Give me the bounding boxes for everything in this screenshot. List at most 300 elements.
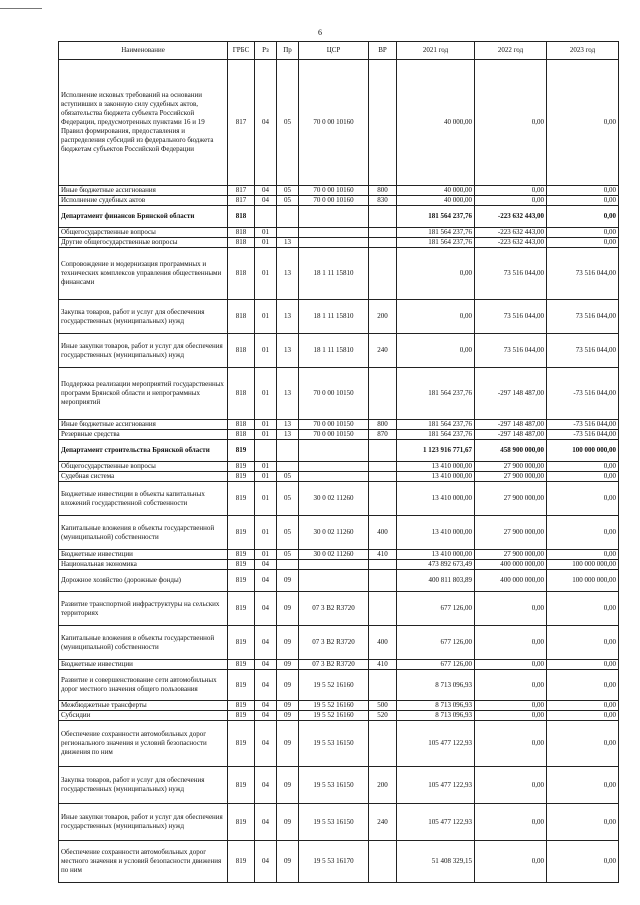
vr-cell: 240 <box>369 804 397 841</box>
name-cell: Общегосударственные вопросы <box>59 228 228 238</box>
name-cell: Капитальные вложения в объекты государственной (муниципальной) собственности <box>59 516 228 550</box>
table-row <box>59 592 619 626</box>
csr-cell: 30 0 02 11260 <box>299 516 369 550</box>
amount-2022-cell: 0,00 <box>475 701 547 711</box>
amount-2021-cell: 8 713 096,93 <box>397 711 475 721</box>
amount-2021-cell: 677 126,00 <box>397 592 475 626</box>
amount-2023-cell: 0,00 <box>547 472 619 482</box>
name-cell: Иные бюджетные ассигнования <box>59 186 228 196</box>
pr-cell: 05 <box>277 472 299 482</box>
amount-2022-cell: 27 900 000,00 <box>475 482 547 516</box>
amount-2023-cell: 73 516 044,00 <box>547 248 619 300</box>
grbs-cell: 817 <box>228 196 255 206</box>
rz-cell: 01 <box>255 472 277 482</box>
col-header-2022: 2022 год <box>475 42 547 60</box>
vr-cell: 830 <box>369 196 397 206</box>
amount-2021-cell: 40 000,00 <box>397 60 475 186</box>
col-header-csr: ЦСР <box>299 42 369 60</box>
grbs-cell: 819 <box>228 516 255 550</box>
csr-cell: 70 0 00 10150 <box>299 368 369 420</box>
grbs-cell: 818 <box>228 238 255 248</box>
grbs-cell: 818 <box>228 228 255 238</box>
amount-2023-cell: 0,00 <box>547 550 619 560</box>
amount-2021-cell: 105 477 122,93 <box>397 767 475 804</box>
name-cell: Бюджетные инвестиции <box>59 660 228 670</box>
amount-2021-cell: 13 410 000,00 <box>397 482 475 516</box>
vr-cell <box>369 238 397 248</box>
grbs-cell: 817 <box>228 186 255 196</box>
amount-2022-cell: 0,00 <box>475 660 547 670</box>
name-cell: Сопровождение и модернизация программных и технических комплексов управления общественными финансами <box>59 248 228 300</box>
vr-cell: 400 <box>369 626 397 660</box>
rz-cell: 01 <box>255 300 277 334</box>
table-row <box>59 767 619 804</box>
amount-2023-cell: 0,00 <box>547 767 619 804</box>
pr-cell: 13 <box>277 334 299 368</box>
grbs-cell: 819 <box>228 462 255 472</box>
name-cell: Закупка товаров, работ и услуг для обеспечения государственных (муниципальных) нужд <box>59 767 228 804</box>
amount-2022-cell: 27 900 000,00 <box>475 550 547 560</box>
col-header-pr: Пр <box>277 42 299 60</box>
grbs-cell: 817 <box>228 60 255 186</box>
amount-2023-cell: 0,00 <box>547 841 619 883</box>
grbs-cell: 818 <box>228 334 255 368</box>
table-row <box>59 228 619 238</box>
table-row <box>59 482 619 516</box>
table-row <box>59 248 619 300</box>
amount-2022-cell: 0,00 <box>475 670 547 701</box>
grbs-cell: 819 <box>228 570 255 592</box>
table-body <box>59 60 619 883</box>
vr-cell <box>369 206 397 228</box>
col-header-2023: 2023 год <box>547 42 619 60</box>
pr-cell: 09 <box>277 660 299 670</box>
name-cell: Бюджетные инвестиции <box>59 550 228 560</box>
name-cell: Судебная система <box>59 472 228 482</box>
grbs-cell: 819 <box>228 804 255 841</box>
pr-cell: 09 <box>277 767 299 804</box>
amount-2022-cell: 27 900 000,00 <box>475 462 547 472</box>
pr-cell <box>277 206 299 228</box>
rz-cell: 01 <box>255 238 277 248</box>
name-cell: Другие общегосударственные вопросы <box>59 238 228 248</box>
col-header-grbs: ГРБС <box>228 42 255 60</box>
table-row <box>59 462 619 472</box>
amount-2021-cell: 0,00 <box>397 248 475 300</box>
vr-cell <box>369 670 397 701</box>
vr-cell <box>369 228 397 238</box>
vr-cell: 400 <box>369 516 397 550</box>
grbs-cell: 819 <box>228 670 255 701</box>
csr-cell: 07 3 B2 R3720 <box>299 592 369 626</box>
name-cell: Бюджетные инвестиции в объекты капитальных вложений государственной собственности <box>59 482 228 516</box>
grbs-cell: 818 <box>228 368 255 420</box>
table-row <box>59 196 619 206</box>
amount-2021-cell: 13 410 000,00 <box>397 550 475 560</box>
rz-cell: 01 <box>255 368 277 420</box>
rz-cell: 04 <box>255 60 277 186</box>
col-header-2021: 2021 год <box>397 42 475 60</box>
amount-2023-cell: 0,00 <box>547 228 619 238</box>
csr-cell: 70 0 00 10150 <box>299 430 369 440</box>
amount-2023-cell: 73 516 044,00 <box>547 300 619 334</box>
name-cell: Иные закупки товаров, работ и услуг для обеспечения государственных (муниципальных) нужд <box>59 804 228 841</box>
grbs-cell: 818 <box>228 206 255 228</box>
amount-2023-cell: 0,00 <box>547 660 619 670</box>
grbs-cell: 819 <box>228 560 255 570</box>
vr-cell <box>369 248 397 300</box>
csr-cell: 18 1 11 15810 <box>299 300 369 334</box>
vr-cell <box>369 482 397 516</box>
rz-cell: 01 <box>255 550 277 560</box>
pr-cell <box>277 462 299 472</box>
pr-cell: 05 <box>277 60 299 186</box>
pr-cell: 13 <box>277 420 299 430</box>
amount-2022-cell: 0,00 <box>475 711 547 721</box>
name-cell: Департамент финансов Брянской области <box>59 206 228 228</box>
grbs-cell: 819 <box>228 472 255 482</box>
amount-2022-cell: 0,00 <box>475 721 547 767</box>
rz-cell: 01 <box>255 248 277 300</box>
pr-cell <box>277 228 299 238</box>
grbs-cell: 819 <box>228 482 255 516</box>
amount-2022-cell: 0,00 <box>475 804 547 841</box>
grbs-cell: 819 <box>228 660 255 670</box>
pr-cell: 09 <box>277 804 299 841</box>
rz-cell <box>255 206 277 228</box>
rz-cell: 04 <box>255 767 277 804</box>
table-row <box>59 804 619 841</box>
name-cell: Национальная экономика <box>59 560 228 570</box>
csr-cell: 70 0 00 10150 <box>299 420 369 430</box>
rz-cell: 01 <box>255 482 277 516</box>
amount-2022-cell: 73 516 044,00 <box>475 334 547 368</box>
pr-cell: 13 <box>277 300 299 334</box>
table-row <box>59 660 619 670</box>
vr-cell <box>369 570 397 592</box>
table-row <box>59 516 619 550</box>
amount-2021-cell: 13 410 000,00 <box>397 462 475 472</box>
rz-cell: 04 <box>255 560 277 570</box>
pr-cell: 09 <box>277 841 299 883</box>
pr-cell: 05 <box>277 186 299 196</box>
amount-2022-cell: 27 900 000,00 <box>475 472 547 482</box>
pr-cell <box>277 560 299 570</box>
amount-2023-cell: 0,00 <box>547 186 619 196</box>
amount-2021-cell: 13 410 000,00 <box>397 516 475 550</box>
vr-cell <box>369 841 397 883</box>
amount-2021-cell: 181 564 237,76 <box>397 420 475 430</box>
vr-cell <box>369 472 397 482</box>
csr-cell <box>299 570 369 592</box>
page-number: 6 <box>318 28 322 37</box>
name-cell: Исполнение судебных актов <box>59 196 228 206</box>
col-header-name: Наименование <box>59 42 228 60</box>
amount-2023-cell: 0,00 <box>547 60 619 186</box>
pr-cell: 05 <box>277 482 299 516</box>
amount-2021-cell: 677 126,00 <box>397 660 475 670</box>
name-cell: Дорожное хозяйство (дорожные фонды) <box>59 570 228 592</box>
amount-2021-cell: 51 408 329,15 <box>397 841 475 883</box>
amount-2023-cell: 0,00 <box>547 804 619 841</box>
amount-2021-cell: 0,00 <box>397 300 475 334</box>
amount-2023-cell: 0,00 <box>547 196 619 206</box>
pr-cell: 09 <box>277 592 299 626</box>
pr-cell: 09 <box>277 670 299 701</box>
grbs-cell: 819 <box>228 440 255 462</box>
amount-2022-cell: -297 148 487,00 <box>475 368 547 420</box>
csr-cell: 19 5 53 16150 <box>299 721 369 767</box>
pr-cell: 13 <box>277 238 299 248</box>
csr-cell: 07 3 B2 R3720 <box>299 660 369 670</box>
rz-cell <box>255 440 277 462</box>
csr-cell: 19 5 53 16170 <box>299 841 369 883</box>
rz-cell: 01 <box>255 228 277 238</box>
vr-cell: 200 <box>369 767 397 804</box>
amount-2021-cell: 181 564 237,76 <box>397 368 475 420</box>
grbs-cell: 818 <box>228 300 255 334</box>
amount-2023-cell: 100 000 000,00 <box>547 440 619 462</box>
name-cell: Общегосударственные вопросы <box>59 462 228 472</box>
amount-2023-cell: 0,00 <box>547 670 619 701</box>
amount-2023-cell: -73 516 044,00 <box>547 430 619 440</box>
table-row <box>59 368 619 420</box>
amount-2022-cell: 0,00 <box>475 60 547 186</box>
pr-cell: 09 <box>277 721 299 767</box>
vr-cell: 870 <box>369 430 397 440</box>
amount-2021-cell: 677 126,00 <box>397 626 475 660</box>
name-cell: Обеспечение сохранности автомобильных дорог местного значения и условий безопасности движения по ним <box>59 841 228 883</box>
rz-cell: 04 <box>255 186 277 196</box>
amount-2022-cell: 0,00 <box>475 592 547 626</box>
grbs-cell: 819 <box>228 721 255 767</box>
vr-cell <box>369 60 397 186</box>
grbs-cell: 818 <box>228 430 255 440</box>
amount-2022-cell: 0,00 <box>475 186 547 196</box>
csr-cell: 70 0 00 10160 <box>299 60 369 186</box>
table-row <box>59 334 619 368</box>
amount-2023-cell: 0,00 <box>547 701 619 711</box>
grbs-cell: 819 <box>228 841 255 883</box>
table-row <box>59 721 619 767</box>
amount-2022-cell: -297 148 487,00 <box>475 420 547 430</box>
name-cell: Поддержка реализации мероприятий государственных программ Брянской области и непрограммных мероприятий <box>59 368 228 420</box>
grbs-cell: 819 <box>228 626 255 660</box>
vr-cell: 500 <box>369 701 397 711</box>
csr-cell <box>299 206 369 228</box>
table-row <box>59 238 619 248</box>
csr-cell: 30 0 02 11260 <box>299 550 369 560</box>
csr-cell <box>299 560 369 570</box>
pr-cell: 13 <box>277 368 299 420</box>
table-row <box>59 626 619 660</box>
vr-cell: 800 <box>369 186 397 196</box>
vr-cell: 410 <box>369 550 397 560</box>
csr-cell <box>299 440 369 462</box>
amount-2023-cell: 0,00 <box>547 711 619 721</box>
amount-2023-cell: -73 516 044,00 <box>547 368 619 420</box>
rz-cell: 04 <box>255 196 277 206</box>
csr-cell: 19 5 52 16160 <box>299 711 369 721</box>
table-row <box>59 186 619 196</box>
table-row <box>59 560 619 570</box>
csr-cell: 19 5 53 16150 <box>299 767 369 804</box>
amount-2021-cell: 181 564 237,76 <box>397 206 475 228</box>
amount-2022-cell: 27 900 000,00 <box>475 516 547 550</box>
csr-cell: 19 5 52 16160 <box>299 670 369 701</box>
table-row <box>59 60 619 186</box>
name-cell: Резервные средства <box>59 430 228 440</box>
pr-cell: 05 <box>277 196 299 206</box>
name-cell: Развитие транспортной инфраструктуры на сельских территориях <box>59 592 228 626</box>
rz-cell: 04 <box>255 721 277 767</box>
vr-cell <box>369 721 397 767</box>
table-row <box>59 430 619 440</box>
rz-cell: 01 <box>255 334 277 368</box>
amount-2021-cell: 13 410 000,00 <box>397 472 475 482</box>
pr-cell: 13 <box>277 248 299 300</box>
rz-cell: 04 <box>255 592 277 626</box>
rz-cell: 04 <box>255 626 277 660</box>
amount-2022-cell: 458 900 000,00 <box>475 440 547 462</box>
amount-2021-cell: 181 564 237,76 <box>397 430 475 440</box>
vr-cell: 800 <box>369 420 397 430</box>
amount-2022-cell: -223 632 443,00 <box>475 206 547 228</box>
csr-cell: 18 1 11 15810 <box>299 248 369 300</box>
amount-2023-cell: 0,00 <box>547 592 619 626</box>
amount-2022-cell: 73 516 044,00 <box>475 300 547 334</box>
amount-2021-cell: 0,00 <box>397 334 475 368</box>
rz-cell: 01 <box>255 420 277 430</box>
col-header-rz: Рз <box>255 42 277 60</box>
vr-cell <box>369 440 397 462</box>
amount-2023-cell: 0,00 <box>547 238 619 248</box>
vr-cell: 410 <box>369 660 397 670</box>
table-row <box>59 841 619 883</box>
amount-2023-cell: 100 000 000,00 <box>547 570 619 592</box>
grbs-cell: 819 <box>228 701 255 711</box>
amount-2022-cell: 400 000 000,00 <box>475 560 547 570</box>
rz-cell: 04 <box>255 841 277 883</box>
table-row <box>59 701 619 711</box>
amount-2021-cell: 181 564 237,76 <box>397 228 475 238</box>
amount-2021-cell: 105 477 122,93 <box>397 804 475 841</box>
amount-2023-cell: -73 516 044,00 <box>547 420 619 430</box>
amount-2021-cell: 8 713 096,93 <box>397 670 475 701</box>
amount-2021-cell: 473 892 673,49 <box>397 560 475 570</box>
csr-cell: 70 0 00 10160 <box>299 196 369 206</box>
csr-cell <box>299 462 369 472</box>
name-cell: Обеспечение сохранности автомобильных дорог регионального значения и условий безопасности движения по ним <box>59 721 228 767</box>
name-cell: Департамент строительства Брянской области <box>59 440 228 462</box>
amount-2022-cell: -297 148 487,00 <box>475 430 547 440</box>
amount-2022-cell: 0,00 <box>475 626 547 660</box>
amount-2023-cell: 0,00 <box>547 516 619 550</box>
pr-cell: 09 <box>277 701 299 711</box>
table-row <box>59 300 619 334</box>
name-cell: Исполнение исковых требований на основании вступивших в законную силу судебных актов, обязательства бюджета субъекта Российской Федерации, предусмотренных пунктами 16 и 19 Правил формирования, предоставления и распределения субсидий из федерального бюджета бюджетам субъектов Российской Федерации <box>59 60 228 186</box>
amount-2022-cell: 0,00 <box>475 841 547 883</box>
rz-cell: 04 <box>255 701 277 711</box>
amount-2021-cell: 8 713 096,93 <box>397 701 475 711</box>
name-cell: Субсидии <box>59 711 228 721</box>
vr-cell: 200 <box>369 300 397 334</box>
amount-2023-cell: 73 516 044,00 <box>547 334 619 368</box>
grbs-cell: 819 <box>228 550 255 560</box>
table-row <box>59 570 619 592</box>
csr-cell <box>299 472 369 482</box>
table-row <box>59 472 619 482</box>
pr-cell: 05 <box>277 516 299 550</box>
header-row <box>59 42 619 60</box>
name-cell: Межбюджетные трансферты <box>59 701 228 711</box>
pr-cell: 13 <box>277 430 299 440</box>
amount-2021-cell: 1 123 916 771,67 <box>397 440 475 462</box>
col-header-vr: ВР <box>369 42 397 60</box>
name-cell: Иные закупки товаров, работ и услуг для обеспечения государственных (муниципальных) нужд <box>59 334 228 368</box>
amount-2022-cell: 0,00 <box>475 767 547 804</box>
pr-cell: 09 <box>277 626 299 660</box>
name-cell: Капитальные вложения в объекты государственной (муниципальной) собственности <box>59 626 228 660</box>
amount-2022-cell: 73 516 044,00 <box>475 248 547 300</box>
amount-2023-cell: 0,00 <box>547 462 619 472</box>
rz-cell: 04 <box>255 804 277 841</box>
csr-cell <box>299 228 369 238</box>
vr-cell <box>369 462 397 472</box>
pr-cell: 09 <box>277 570 299 592</box>
amount-2021-cell: 400 811 803,89 <box>397 570 475 592</box>
amount-2023-cell: 0,00 <box>547 206 619 228</box>
grbs-cell: 819 <box>228 592 255 626</box>
name-cell: Иные бюджетные ассигнования <box>59 420 228 430</box>
name-cell: Закупка товаров, работ и услуг для обеспечения государственных (муниципальных) нужд <box>59 300 228 334</box>
vr-cell: 240 <box>369 334 397 368</box>
amount-2023-cell: 100 000 000,00 <box>547 560 619 570</box>
amount-2023-cell: 0,00 <box>547 626 619 660</box>
pr-cell: 05 <box>277 550 299 560</box>
vr-cell <box>369 368 397 420</box>
amount-2021-cell: 105 477 122,93 <box>397 721 475 767</box>
vr-cell: 520 <box>369 711 397 721</box>
rz-cell: 01 <box>255 430 277 440</box>
amount-2022-cell: -223 632 443,00 <box>475 238 547 248</box>
vr-cell <box>369 560 397 570</box>
rz-cell: 01 <box>255 516 277 550</box>
table-row <box>59 206 619 228</box>
rz-cell: 04 <box>255 570 277 592</box>
amount-2021-cell: 40 000,00 <box>397 186 475 196</box>
csr-cell: 19 5 53 16150 <box>299 804 369 841</box>
rz-cell: 04 <box>255 670 277 701</box>
amount-2023-cell: 0,00 <box>547 482 619 516</box>
csr-cell: 18 1 11 15810 <box>299 334 369 368</box>
csr-cell <box>299 238 369 248</box>
table-row <box>59 440 619 462</box>
amount-2021-cell: 181 564 237,76 <box>397 238 475 248</box>
csr-cell: 19 5 52 16160 <box>299 701 369 711</box>
csr-cell: 30 0 02 11260 <box>299 482 369 516</box>
pr-cell: 09 <box>277 711 299 721</box>
table-row <box>59 670 619 701</box>
pr-cell <box>277 440 299 462</box>
budget-table <box>58 41 619 883</box>
grbs-cell: 818 <box>228 248 255 300</box>
vr-cell <box>369 592 397 626</box>
amount-2022-cell: 0,00 <box>475 196 547 206</box>
rz-cell: 04 <box>255 711 277 721</box>
amount-2021-cell: 40 000,00 <box>397 196 475 206</box>
rz-cell: 04 <box>255 660 277 670</box>
